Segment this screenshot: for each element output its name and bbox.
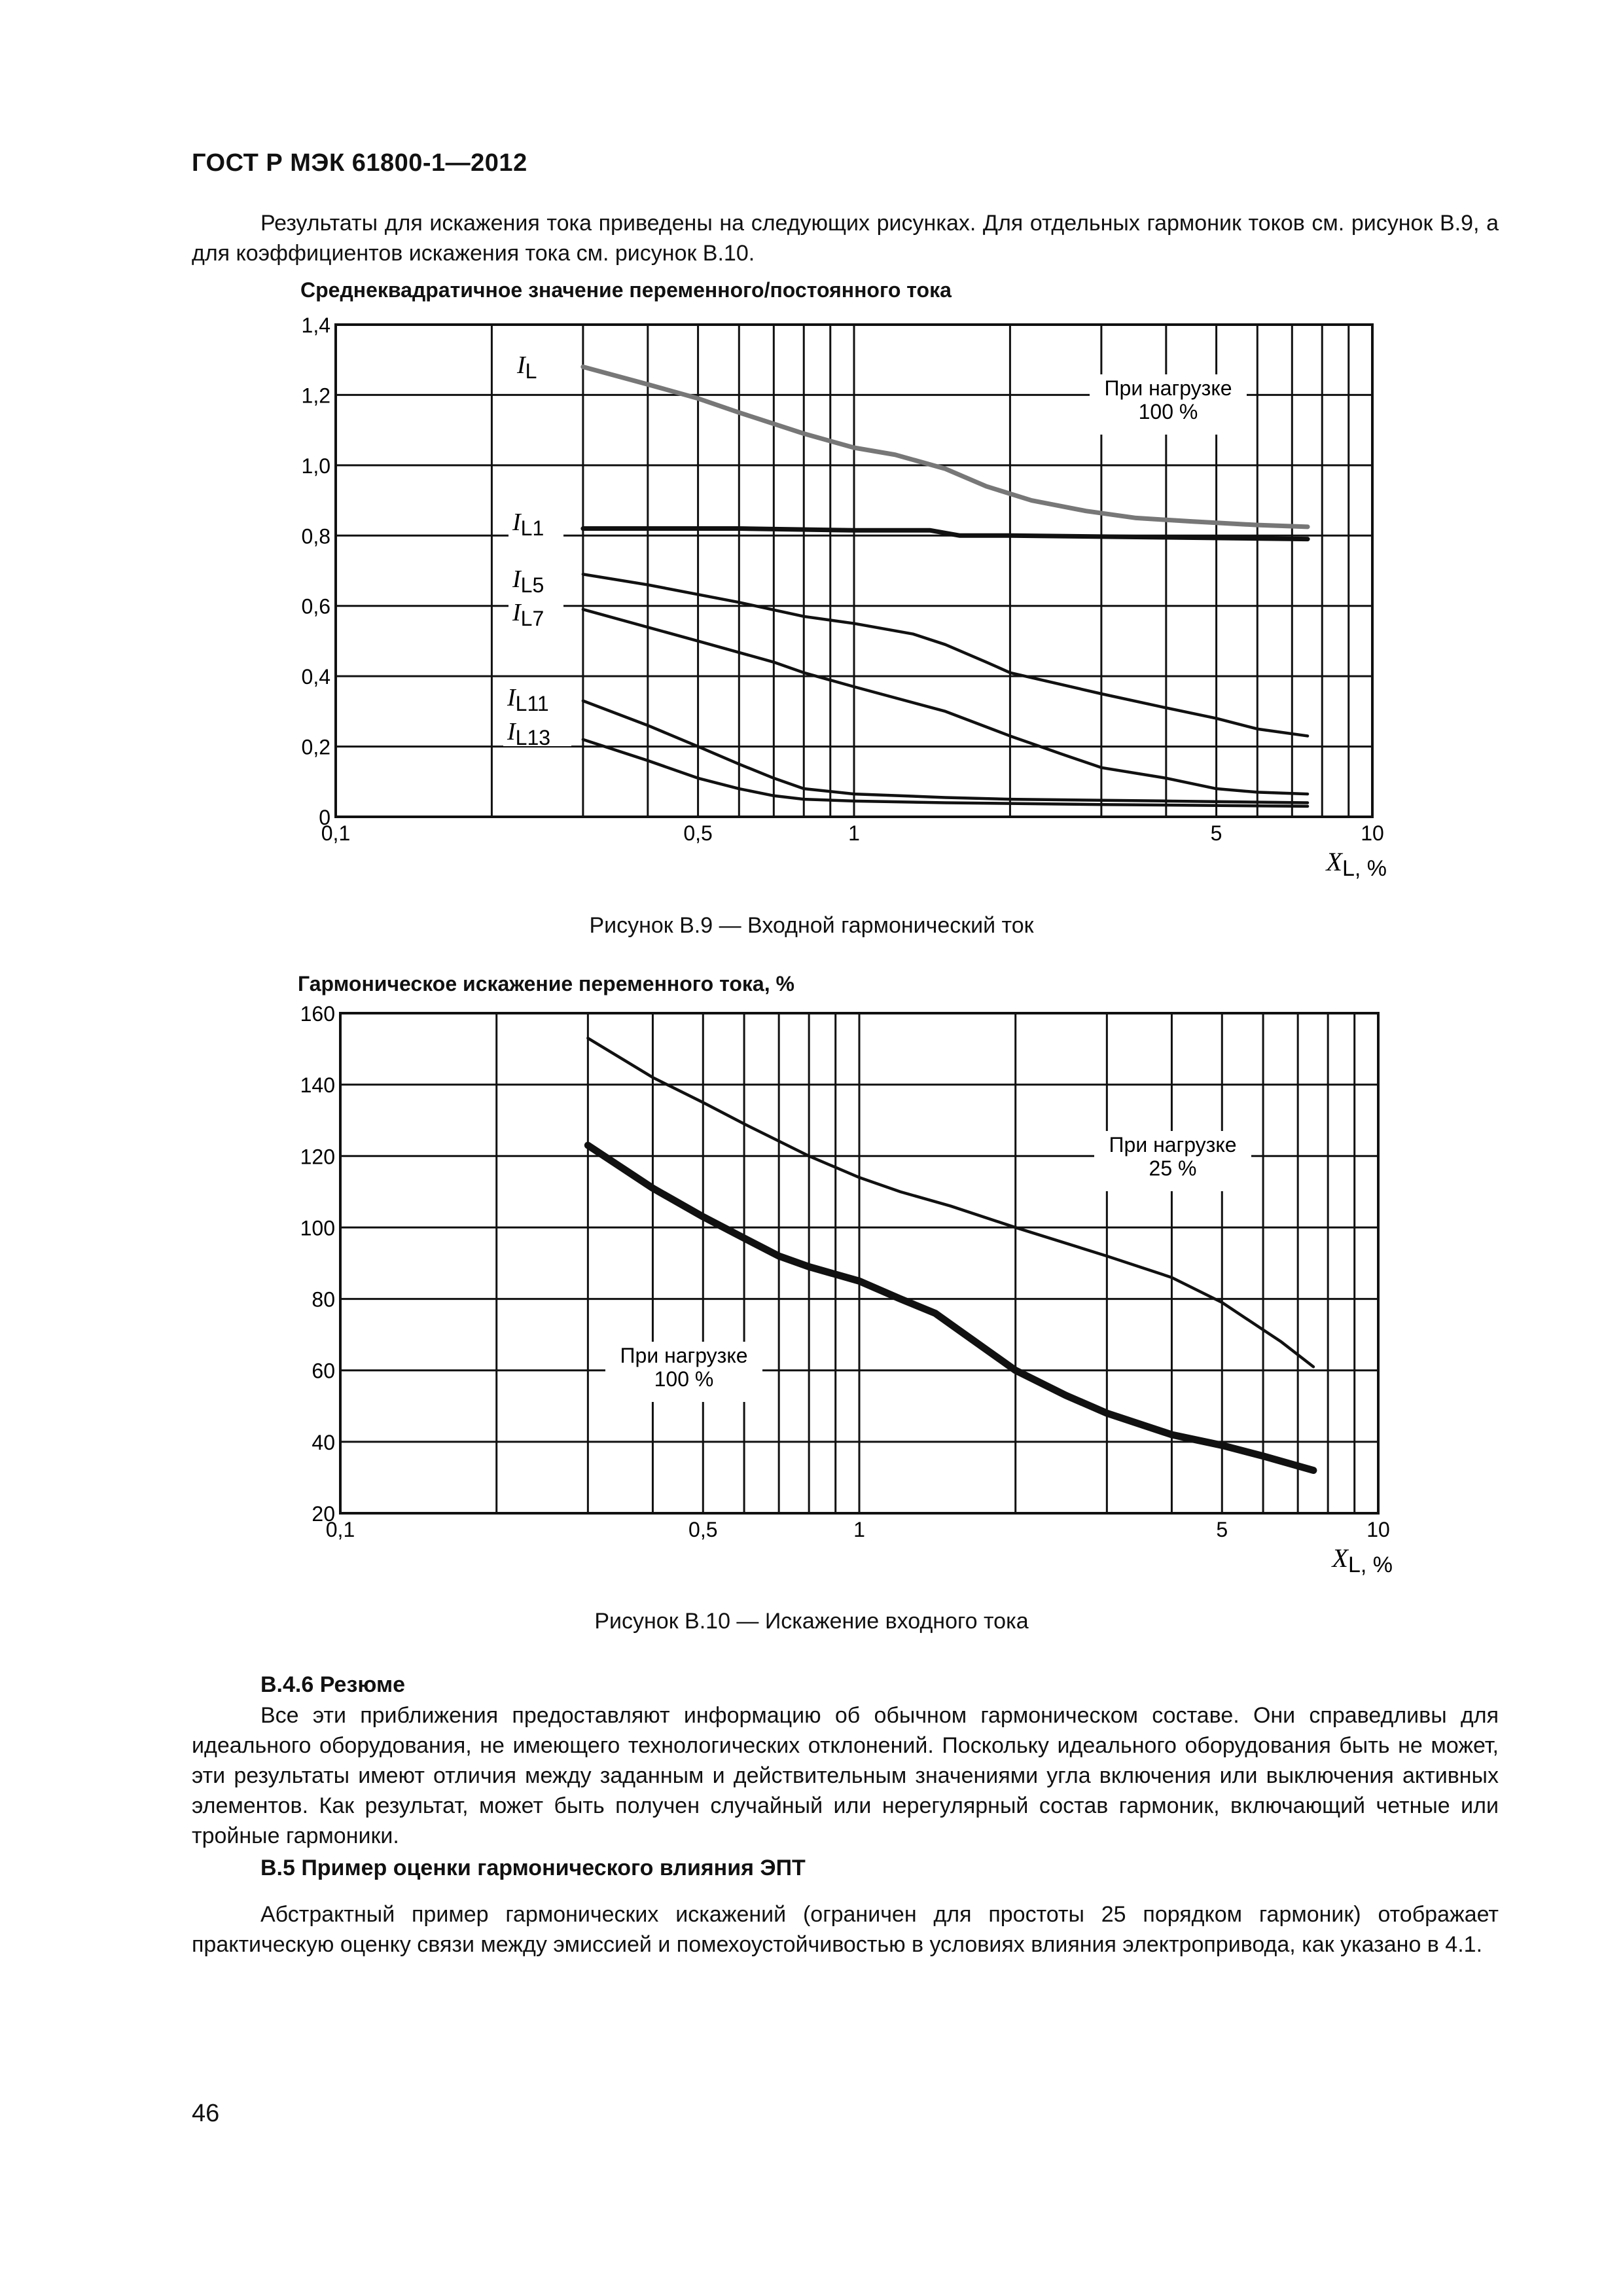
fig10-annotation-100-line2: 100 % <box>654 1367 714 1391</box>
fig10-annotation-25-line1: При нагрузке <box>1109 1133 1237 1157</box>
figure-b9-chart <box>0 301 1623 890</box>
fig9-ytick-label: 0,4 <box>301 665 330 689</box>
fig9-ytick-label: 1,0 <box>301 454 330 478</box>
fig9-series-line <box>583 609 1308 794</box>
fig9-series-label: IL13 <box>507 718 551 749</box>
fig10-y-title: Гармоническое искажение переменного тока, % <box>298 972 794 996</box>
fig9-series-label: IL <box>517 351 537 383</box>
section-b5-title: В.5 Пример оценки гармонического влияния ЭПТ <box>260 1856 806 1880</box>
fig10-xtick-label: 10 <box>1366 1518 1390 1541</box>
fig10-ytick-label: 20 <box>312 1502 335 1526</box>
fig9-ytick-label: 0,8 <box>301 524 330 548</box>
fig9-xtick-label: 0,1 <box>321 821 351 845</box>
section-b46-text: Все эти приближения предоставляют информацию об обычном гармоническом составе. Они справедливы для идеального оборудования, не имеющего технологических отклонений. Поскольку идеального оборудования быть не может, эти результаты имеют отличия между заданным и действительным значениями угла включения или выключения активных элементов. Как результат, может быть получен случайный или нерегулярный состав гармоник, включающий четные или тройные гармоники. <box>192 1703 1499 1848</box>
section-b46-paragraph <box>192 1700 1499 1851</box>
page-number: 46 <box>192 2100 220 2127</box>
fig10-annotation-25-line2: 25 % <box>1149 1157 1197 1180</box>
fig10-xtick-label: 0,5 <box>688 1518 718 1541</box>
section-b46-title: В.4.6 Резюме <box>260 1672 405 1697</box>
fig10-ytick-label: 140 <box>300 1073 335 1098</box>
fig10-annotation-100-line1: При нагрузке <box>620 1344 748 1367</box>
fig9-xtick-label: 5 <box>1210 821 1222 845</box>
fig9-xlabel: XL, % <box>1326 847 1387 881</box>
fig9-xtick-label: 10 <box>1361 821 1384 845</box>
fig9-series-line <box>583 529 1308 539</box>
fig9-annotation-line2: 100 % <box>1138 400 1198 423</box>
intro-text: Результаты для искажения тока приведены на следующих рисунках. Для отдельных гармоник токов см. рисунок В.9, а для коэффициентов искажения тока см. рисунок В.10. <box>192 211 1499 266</box>
fig10-ytick-label: 100 <box>300 1216 335 1240</box>
section-b5-text: Абстрактный пример гармонических искажений (ограничен для простоты 25 порядком гармоник) отображает практическую оценку связи между эмиссией и помехоустойчивостью в условиях влияния электропривода, как указано в 4.1. <box>192 1902 1499 1957</box>
intro-paragraph <box>192 208 1499 268</box>
fig9-ytick-label: 0,6 <box>301 594 330 619</box>
fig10-xtick-label: 5 <box>1216 1518 1228 1541</box>
fig9-series-label: IL1 <box>512 509 544 540</box>
document-header: ГОСТ Р МЭК 61800-1—2012 <box>192 149 527 177</box>
figure-b10-chart <box>0 995 1623 1584</box>
fig9-ytick-label: 0,2 <box>301 735 330 759</box>
fig10-ytick-label: 60 <box>312 1359 335 1383</box>
fig9-series-label: IL11 <box>507 684 549 715</box>
fig10-xlabel: XL, % <box>1332 1543 1393 1577</box>
fig10-ytick-label: 40 <box>312 1430 335 1454</box>
fig9-xtick-label: 1 <box>848 821 860 845</box>
fig10-ytick-label: 160 <box>300 1002 335 1026</box>
fig9-series-label: IL5 <box>512 565 544 597</box>
section-b5-paragraph <box>192 1899 1499 1960</box>
fig9-annotation-line1: При нагрузке <box>1104 376 1232 400</box>
fig9-ytick-label: 1,4 <box>301 314 330 337</box>
fig9-caption: Рисунок В.9 — Входной гармонический ток <box>589 913 1034 938</box>
fig10-caption: Рисунок В.10 — Искажение входного тока <box>594 1609 1029 1634</box>
fig10-series-line <box>588 1145 1313 1471</box>
fig10-xtick-label: 0,1 <box>325 1518 355 1541</box>
fig10-ytick-label: 120 <box>300 1145 335 1169</box>
fig10-ytick-label: 80 <box>312 1287 335 1312</box>
fig10-series-line <box>588 1038 1313 1367</box>
fig9-ytick-label: 1,2 <box>301 384 330 408</box>
fig9-ytick-label: 0 <box>319 806 330 829</box>
fig10-xtick-label: 1 <box>853 1518 865 1541</box>
fig9-series-label: IL7 <box>512 599 544 630</box>
fig9-xtick-label: 0,5 <box>683 821 713 845</box>
fig9-y-title: Среднеквадратичное значение переменного/постоянного тока <box>300 278 952 302</box>
